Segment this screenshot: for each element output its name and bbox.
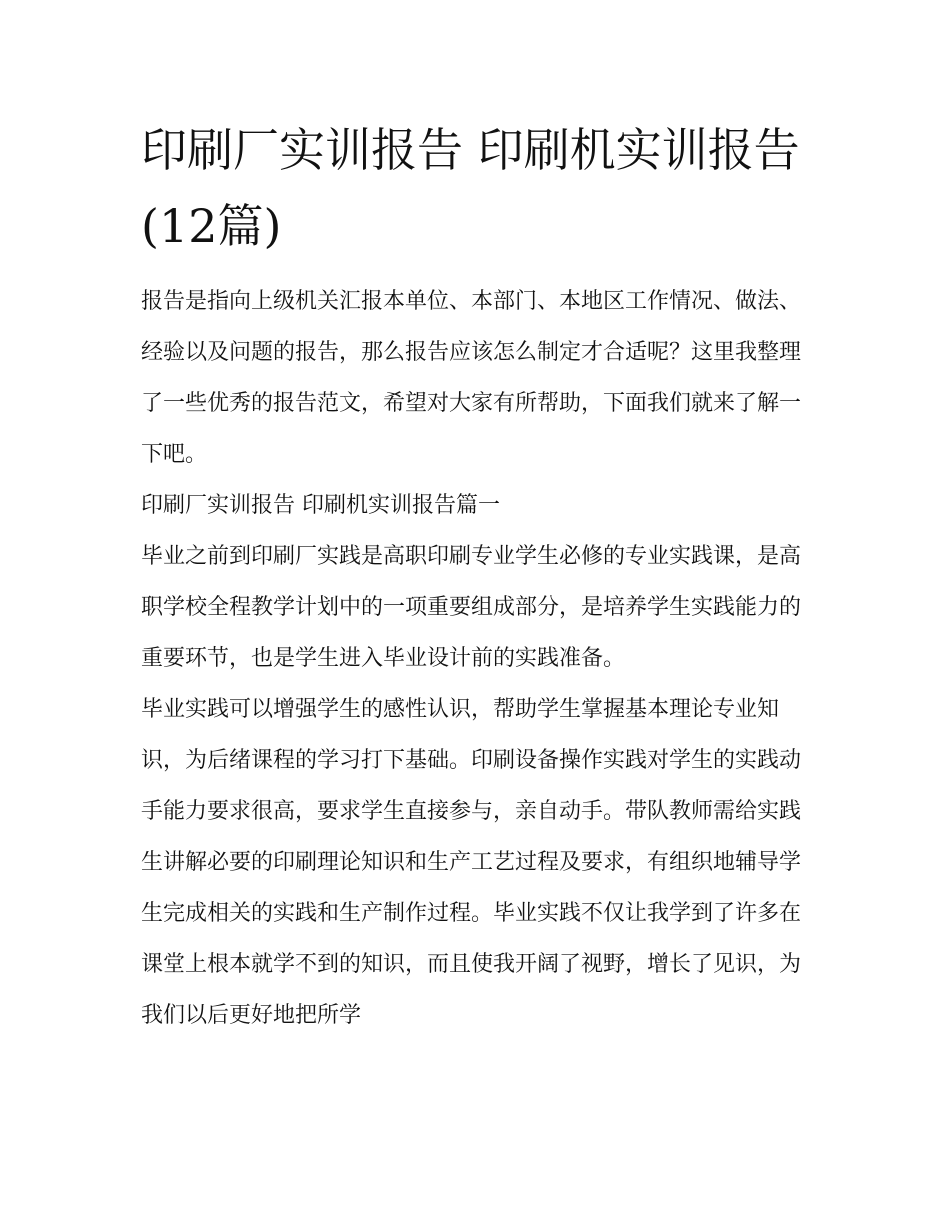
body-paragraph: 毕业实践可以增强学生的感性认识，帮助学生掌握基本理论专业知识，为后绪课程的学习打下基础。印刷设备操作实践对学生的实践动手能力要求很高，要求学生直接参与，亲自动手。带队教师需给实践生讲解必要的印刷理论知识和生产工艺过程及要求，有组织地辅导学生完成相关的实践和生产制作过程。毕业实践不仅让我学到了许多在课堂上根本就学不到的知识，而且使我开阔了视野，增长了见识，为我们以后更好地把所学 — [141, 697, 802, 1028]
section-heading: 印刷厂实训报告 印刷机实训报告篇一 — [141, 493, 500, 518]
intro-paragraph: 报告是指向上级机关汇报本单位、本部门、本地区工作情况、做法、经验以及问题的报告，那么报告应该怎么制定才合适呢？这里我整理了一些优秀的报告范文，希望对大家有所帮助，下面我们就来了解一下吧。 — [141, 289, 802, 467]
document-title: 印刷厂实训报告 印刷机实训报告(12篇) — [141, 123, 800, 253]
body-paragraph: 毕业之前到印刷厂实践是高职印刷专业学生必修的专业实践课，是高职学校全程教学计划中的一项重要组成部分，是培养学生实践能力的重要环节，也是学生进入毕业设计前的实践准备。 — [141, 544, 802, 671]
document-body — [141, 276, 816, 1041]
